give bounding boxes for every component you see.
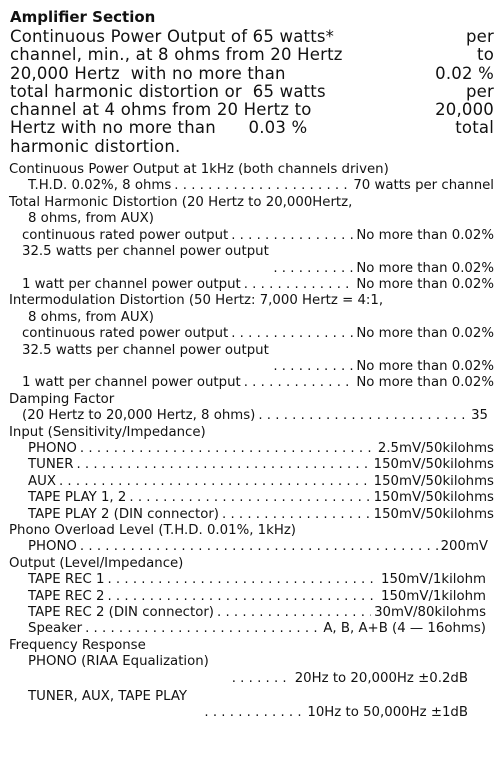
spec-title-freq (6, 638, 494, 654)
spec-label: PHONO (RIAA Equalization) (28, 654, 209, 670)
spec-label: 1 watt per channel power output (22, 375, 241, 391)
spec-value: 200mV (440, 539, 488, 555)
spec-label: PHONO (28, 539, 77, 555)
spec-row (6, 359, 494, 375)
spec-row (6, 654, 494, 670)
spec-row (6, 589, 494, 605)
spec-value: 2.5mV/50kilohms (377, 440, 494, 456)
spec-row (6, 705, 494, 721)
spec-label: Speaker (28, 621, 83, 637)
leader-dots (217, 605, 371, 621)
lead-line (10, 46, 494, 64)
spec-title-cont (6, 310, 494, 326)
spec-value: 150mV/50kilohms (373, 506, 494, 522)
spec-label: TAPE REC 2 (28, 588, 105, 604)
spec-value: No more than 0.02% (356, 326, 494, 342)
lead-text: total harmonic distortion or 65 watts (10, 81, 326, 101)
lead-text: channel, min., at 8 ohms from 20 Hertz (10, 45, 343, 65)
lead-text-end: 20,000 (435, 100, 494, 120)
spec-label: 1 watt per channel power output (22, 276, 241, 292)
section-title: Amplifier Section (10, 8, 156, 26)
leader-dots (76, 457, 370, 473)
spec-row (6, 572, 494, 588)
leader-dots (107, 589, 378, 605)
spec-row (6, 326, 494, 342)
spec-label: (20 Hertz to 20,000 Hertz, 8 ohms) (22, 408, 256, 424)
lead-text-end: 0.02 % (435, 63, 494, 83)
spec-row (6, 261, 494, 277)
spec-value: No more than 0.02% (356, 276, 494, 292)
spec-row (6, 474, 494, 490)
lead-text: channel at 4 ohms from 20 Hertz to (10, 100, 312, 120)
spec-title: Total Harmonic Distortion (20 Hertz to 20,000Hertz, (9, 194, 353, 210)
spec-row (6, 244, 494, 260)
spec-label: PHONO (28, 440, 77, 456)
spec-title-input (6, 425, 494, 441)
spec-value: 30mV/80kilohms (374, 605, 486, 621)
spec-title-output (6, 556, 494, 572)
spec-title-imd (6, 293, 494, 309)
spec-label: 32.5 watts per channel power output (22, 342, 269, 358)
spec-row (6, 490, 494, 506)
spec-row (6, 375, 494, 391)
spec-value: 150mV/1kilohm (381, 572, 486, 588)
spec-value: 150mV/50kilohms (373, 473, 494, 489)
spec-label: AUX (28, 473, 56, 489)
spec-row (6, 343, 494, 359)
spec-title-thd (6, 195, 494, 211)
spec-title: Intermodulation Distortion (50 Hertz: 7,000 Hertz = 4:1, (9, 293, 384, 309)
spec-value: No more than 0.02% (356, 227, 494, 243)
spec-title-overload (6, 523, 494, 539)
spec-row (6, 277, 494, 293)
lead-text-end: per (465, 81, 494, 101)
lead-text-end: to (477, 45, 494, 65)
lead-text: Hertz with no more than 0.03 % (10, 118, 308, 138)
spec-value: A, B, A+B (4 — 16ohms) (323, 621, 486, 637)
spec-label: TAPE REC 2 (DIN connector) (28, 605, 214, 621)
leader-dots (231, 326, 353, 342)
leader-dots (59, 474, 371, 490)
spec-title: Frequency Response (9, 637, 146, 653)
spec-title: Input (Sensitivity/Impedance) (9, 424, 206, 440)
leader-dots (273, 359, 353, 375)
spec-value: No more than 0.02% (356, 358, 494, 374)
spec-row (6, 671, 494, 687)
spec-value: 20Hz to 20,000Hz ±0.2dB (294, 670, 468, 686)
spec-label: TAPE PLAY 2 (DIN connector) (28, 506, 219, 522)
spec-label: TUNER, AUX, TAPE PLAY (28, 689, 188, 705)
lead-line (10, 83, 494, 101)
spec-label: 32.5 watts per channel power output (22, 244, 269, 260)
spec-label: T.H.D. 0.02%, 8 ohms (28, 178, 172, 194)
spec-value: 70 watts per channel (353, 178, 494, 194)
spec-list (6, 162, 494, 722)
spec-value: 35 (471, 408, 488, 424)
spec-row (6, 621, 494, 637)
spec-title-cpo (6, 162, 494, 178)
leader-dots (174, 178, 350, 194)
lead-text: Continuous Power Output of 65 watts* (10, 27, 335, 46)
leader-dots (204, 705, 304, 721)
spec-title: Damping Factor (9, 391, 115, 407)
leader-dots (258, 408, 468, 424)
spec-row (6, 605, 494, 621)
lead-text-end: per (465, 27, 494, 46)
lead-line (10, 138, 494, 156)
spec-title: Continuous Power Output at 1kHz (both channels driven) (9, 162, 389, 178)
spec-row (6, 457, 494, 473)
spec-row (6, 408, 494, 424)
lead-text: 20,000 Hertz with no more than (10, 63, 286, 83)
spec-row (6, 689, 494, 705)
spec-title-damping (6, 392, 494, 408)
spec-value: 150mV/50kilohms (373, 490, 494, 506)
spec-value: No more than 0.02% (356, 260, 494, 276)
spec-value: 10Hz to 50,000Hz ±1dB (307, 705, 468, 721)
spec-title: 8 ohms, from AUX) (28, 211, 154, 227)
lead-line (10, 101, 494, 119)
spec-title: 8 ohms, from AUX) (28, 309, 154, 325)
spec-label: TAPE REC 1 (28, 572, 105, 588)
leader-dots (222, 507, 371, 523)
leader-dots (232, 671, 292, 687)
power-rating-statement (10, 28, 494, 156)
leader-dots (85, 621, 320, 637)
leader-dots (107, 572, 378, 588)
spec-row (6, 178, 494, 194)
leader-dots (244, 277, 354, 293)
leader-dots (273, 261, 353, 277)
spec-title: Output (Level/Impedance) (9, 555, 184, 571)
leader-dots (244, 375, 354, 391)
spec-label: continuous rated power output (22, 227, 229, 243)
spec-value: 150mV/1kilohm (381, 588, 486, 604)
leader-dots (231, 228, 353, 244)
spec-label: continuous rated power output (22, 326, 229, 342)
lead-line (10, 65, 494, 83)
spec-label: TUNER (28, 457, 74, 473)
leader-dots (80, 539, 438, 555)
lead-text: harmonic distortion. (10, 136, 181, 156)
spec-row (6, 441, 494, 457)
spec-title-cont (6, 211, 494, 227)
lead-line (10, 119, 494, 137)
spec-label: TAPE PLAY 1, 2 (28, 490, 127, 506)
spec-row (6, 539, 494, 555)
leader-dots (80, 441, 375, 457)
spec-value: No more than 0.02% (356, 375, 494, 391)
leader-dots (129, 490, 370, 506)
lead-line (10, 28, 494, 46)
spec-value: 150mV/50kilohms (373, 457, 494, 473)
lead-text-end: total (455, 118, 494, 138)
spec-row (6, 507, 494, 523)
spec-row (6, 228, 494, 244)
spec-title: Phono Overload Level (T.H.D. 0.01%, 1kHz) (9, 523, 296, 539)
